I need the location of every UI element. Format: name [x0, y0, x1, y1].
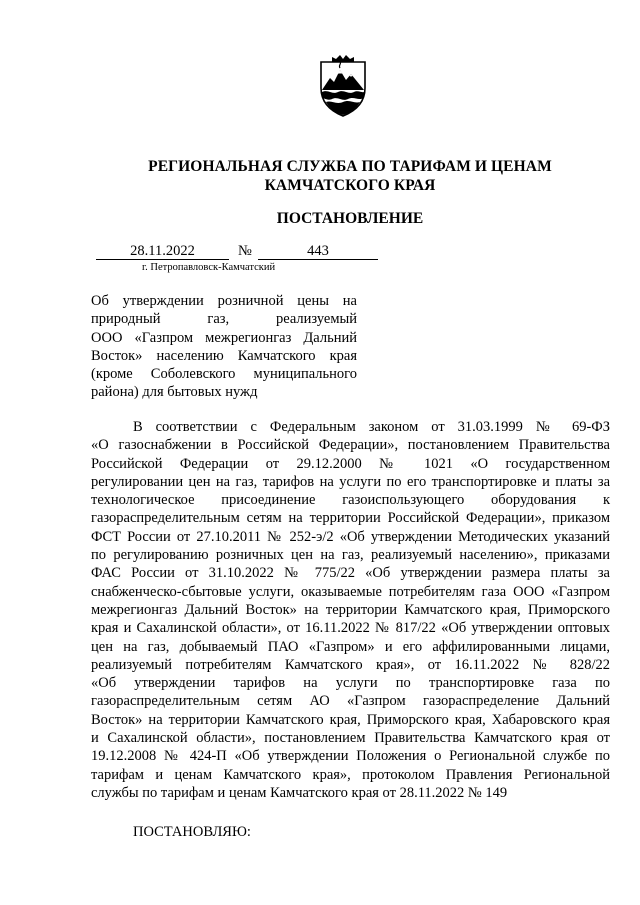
organization-title [100, 157, 600, 195]
preamble-paragraph [91, 418, 610, 802]
organization-title-line-1: РЕГИОНАЛЬНАЯ СЛУЖБА ПО ТАРИФАМ И ЦЕНАМ [148, 158, 552, 175]
body-line: цен на газ, добываемый ПАО «Газпром» и его аффилированными лицами, [91, 638, 610, 655]
body-line: межрегионгаз Дальний Восток» на территории Камчатского края, Приморского [91, 601, 610, 618]
body-line: 19.12.2008 № 424-П «Об утверждении Положения о Региональной службе по [91, 748, 610, 765]
body-line: по регулированию розничных цен на газ, реализуемый населению», приказами [91, 547, 610, 564]
body-line: «Об утверждении тарифов на услуги по транспортировке газа по [91, 675, 610, 692]
kamchatka-coat-of-arms-icon [318, 54, 368, 118]
document-place: г. Петропавловск-Камчатский [142, 262, 276, 273]
document-subject [91, 292, 357, 402]
document-number: 443 [258, 243, 378, 260]
document-type: ПОСТАНОВЛЕНИЕ [276, 210, 424, 227]
body-line: реализуемый потребителям Камчатского края», от 16.11.2022 № 828/22 [91, 656, 610, 673]
body-line: ФАС России от 31.10.2022 № 775/22 «Об утверждении размера платы за [91, 565, 610, 582]
subject-line: (кроме Соболевского муниципального [91, 366, 357, 383]
body-line: ФСТ России от 27.10.2011 № 252-э/2 «Об утверждении Методических указаний [91, 528, 610, 545]
body-line: Восток» на территории Камчатского края, Приморского края, Хабаровского края [91, 711, 610, 728]
body-line: «О газоснабжении в Российской Федерации», постановлением Правительства [91, 437, 610, 454]
body-line: технологическое присоединение газоиспользующего оборудования к [91, 492, 610, 509]
subject-line: Восток» населению Камчатского края [91, 347, 357, 364]
document-date: 28.11.2022 [96, 243, 229, 260]
body-line: газораспределительным сетям на территории Российской Федерации», приказом [91, 510, 610, 527]
subject-line: ООО «Газпром межрегионгаз Дальний [91, 329, 357, 346]
subject-line: района) для бытовых нужд [91, 384, 258, 401]
body-line: и Сахалинской области», постановлением Правительства Камчатского края от [91, 730, 610, 747]
body-line: В соответствии с Федеральным законом от 31.03.1999 № 69-ФЗ [133, 419, 610, 435]
body-line: службы по тарифам и ценам Камчатского края от 28.11.2022 № 149 [91, 784, 508, 801]
body-line: регулировании цен на газ, тарифов на услуги по его транспортировке и платы за [91, 473, 610, 490]
number-sign: № [238, 243, 252, 259]
body-line: газораспределительным сетям АО «Газпром газораспределение Дальний [91, 693, 610, 710]
body-line: Российской Федерации от 29.12.2000 № 1021 «О государственном [91, 455, 610, 472]
subject-line: Об утверждении розничной цены на [91, 293, 357, 309]
body-line: края и Сахалинской области», от 16.11.2022 № 817/22 «Об утверждении оптовых [91, 620, 610, 637]
decree-heading: ПОСТАНОВЛЯЮ: [133, 824, 251, 840]
body-line: тарифам и ценам Камчатского края», протоколом Правления Региональной [91, 766, 610, 783]
subject-line: природный газ, реализуемый [91, 311, 357, 328]
organization-title-line-2: КАМЧАТСКОГО КРАЯ [264, 177, 436, 194]
body-line: снабженческо-сбытовые услуги, оказываемые потребителям газа ООО «Газпром [91, 583, 610, 600]
